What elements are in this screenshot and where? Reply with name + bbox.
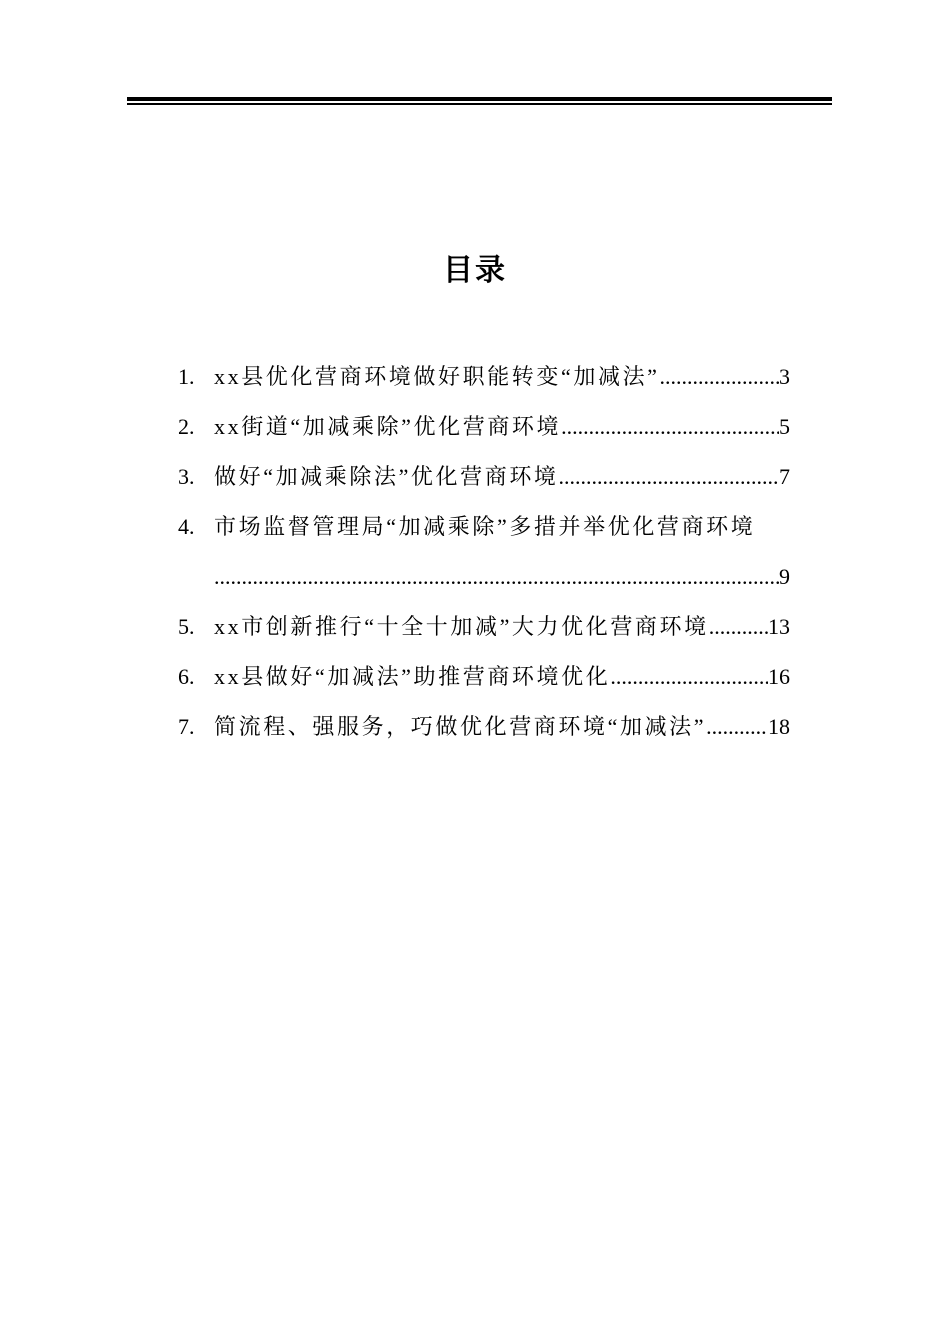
toc-entry-7[interactable] [178, 702, 790, 752]
toc-entry-2[interactable] [178, 402, 790, 452]
toc-entry-title: 市场监督管理局“加减乘除”多措并举优化营商环境 [214, 514, 756, 539]
toc-entry-number: 1. [178, 364, 195, 389]
toc-leader-dots [214, 552, 779, 602]
toc-entry-number: 6. [178, 664, 195, 689]
toc-entry-page: 9 [779, 564, 790, 589]
toc-entry-number: 4. [178, 514, 195, 539]
toc-entry-6[interactable] [178, 652, 790, 702]
toc-entry-page: 5 [779, 414, 790, 439]
toc-leader-dots [706, 702, 768, 752]
toc-entry-title: xx市创新推行“十全十加减”大力优化营商环境 [214, 614, 709, 639]
toc-entry-page: 16 [768, 664, 790, 689]
toc-entry-title: 做好“加减乘除法”优化营商环境 [214, 464, 559, 489]
toc-entry-page: 18 [768, 714, 790, 739]
toc-entry-1[interactable] [178, 352, 790, 402]
toc-entry-title: 简流程、强服务，巧做优化营商环境“加减法” [214, 714, 707, 739]
header-rule-thin [127, 103, 832, 105]
toc-leader-dots [709, 602, 768, 652]
toc-entry-3[interactable] [178, 452, 790, 502]
toc-entry-number: 3. [178, 464, 195, 489]
toc-entry-4[interactable] [178, 502, 790, 602]
toc-leader-dots [561, 402, 779, 452]
toc-entry-page: 7 [779, 464, 790, 489]
toc-title: 目录 [443, 253, 507, 288]
toc-entry-number: 5. [178, 614, 195, 639]
toc-entry-title: xx县做好“加减法”助推营商环境优化 [214, 664, 611, 689]
toc-entry-title: xx县优化营商环境做好职能转变“加减法” [214, 364, 660, 389]
table-of-contents [178, 352, 790, 752]
toc-leader-dots [660, 352, 779, 402]
toc-leader-dots [559, 452, 779, 502]
toc-entry-number: 2. [178, 414, 195, 439]
header-rule-thick [127, 97, 832, 101]
toc-entry-5[interactable] [178, 602, 790, 652]
toc-leader-dots [610, 652, 768, 702]
toc-entry-number: 7. [178, 714, 195, 739]
toc-entry-page: 13 [768, 614, 790, 639]
toc-entry-page: 3 [779, 364, 790, 389]
toc-entry-title: xx街道“加减乘除”优化营商环境 [214, 414, 562, 439]
